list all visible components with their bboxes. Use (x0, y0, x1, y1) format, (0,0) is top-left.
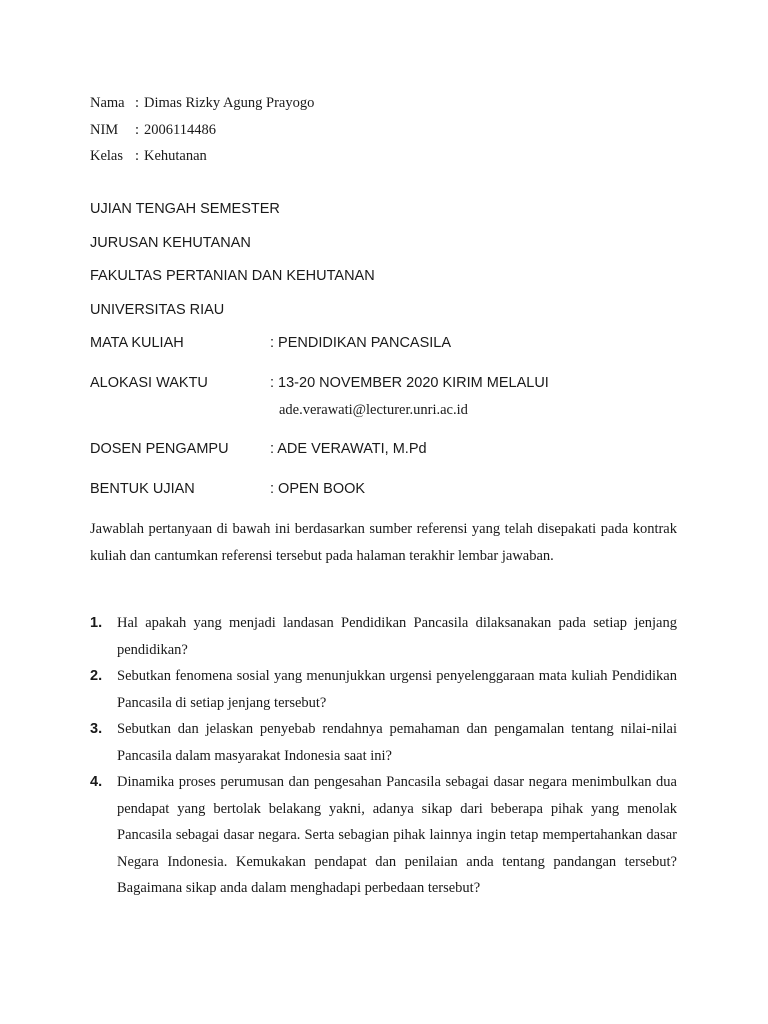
lecturer-email: ade.verawati@lecturer.unri.ac.id (279, 402, 468, 418)
question-text: Sebutkan fenomena sosial yang menunjukkan urgensi penyelenggaraan mata kuliah Pendidikan Pancasila di setiap jenjang tersebut? (117, 668, 677, 711)
question-number: 2. (90, 668, 103, 684)
instruction-paragraph: Jawablah pertanyaan di bawah ini berdasarkan sumber referensi yang telah disepakati pada kontrak kuliah dan cantumkan referensi tersebut pada halaman terakhir lembar jawaban. (90, 521, 677, 564)
course-value: : PENDIDIKAN PANCASILA (270, 335, 452, 351)
question-list (90, 610, 677, 902)
question-item (90, 663, 677, 716)
question-text: Hal apakah yang menjadi landasan Pendidikan Pancasila dilaksanakan pada setiap jenjang pendidikan? (117, 615, 677, 658)
exam-header (90, 199, 375, 333)
student-identity (90, 93, 314, 173)
time-value: : 13-20 NOVEMBER 2020 KIRIM MELALUI (270, 375, 549, 391)
identity-row-class (90, 146, 314, 173)
identity-label: NIM (90, 121, 119, 138)
lecturer-value: : ADE VERAWATI, M.Pd (270, 441, 427, 457)
exam-form-value: : OPEN BOOK (270, 481, 366, 497)
identity-row-name (90, 93, 314, 120)
time-label: ALOKASI WAKTU (90, 375, 208, 391)
identity-colon: : (135, 148, 140, 164)
question-text: Dinamika proses perumusan dan pengesahan Pancasila sebagai dasar negara menimbulkan dua pendapat yang bertolak belakang yakni, adanya sikap dari beberapa pihak yang menolak Pancasila sebagai dasar negara. Serta sebagian pihak lainnya ingin tetap mempertahankan dasar Negara Indonesia. Kemukakan pendapat dan penilaian anda tentang pandangan tersebut? Bagaimana sikap anda dalam menghadapi perbedaan tersebut? (117, 774, 677, 896)
department-name: JURUSAN KEHUTANAN (90, 234, 251, 251)
question-number: 4. (90, 774, 103, 790)
university-name: UNIVERSITAS RIAU (90, 301, 225, 318)
course-label: MATA KULIAH (90, 335, 184, 351)
info-row-form (90, 479, 549, 519)
question-item (90, 716, 677, 769)
identity-label: Kelas (90, 148, 124, 164)
question-text: Sebutkan dan jelaskan penyebab rendahnya pemahaman dan pengamalan tentang nilai-nilai Pancasila dalam masyarakat Indonesia saat ini? (117, 721, 677, 764)
identity-label: Nama (90, 95, 125, 111)
identity-value-class: Kehutanan (144, 148, 207, 164)
lecturer-label: DOSEN PENGAMPU (90, 441, 229, 457)
identity-value-name: Dimas Rizky Agung Prayogo (144, 95, 315, 111)
info-row-lecturer (90, 439, 549, 479)
time-value-wrap (270, 373, 549, 439)
exam-title: UJIAN TENGAH SEMESTER (90, 201, 280, 217)
info-row-course (90, 333, 549, 373)
info-row-time (90, 373, 549, 439)
question-number: 1. (90, 615, 103, 631)
question-item (90, 610, 677, 663)
question-number: 3. (90, 721, 103, 737)
exam-form-label: BENTUK UJIAN (90, 481, 195, 497)
question-item (90, 769, 677, 902)
identity-row-nim (90, 120, 314, 147)
identity-colon: : (135, 121, 140, 138)
faculty-name: FAKULTAS PERTANIAN DAN KEHUTANAN (90, 268, 375, 284)
identity-value-nim: 2006114486 (144, 121, 216, 138)
identity-colon: : (135, 95, 140, 111)
exam-info (90, 333, 549, 519)
